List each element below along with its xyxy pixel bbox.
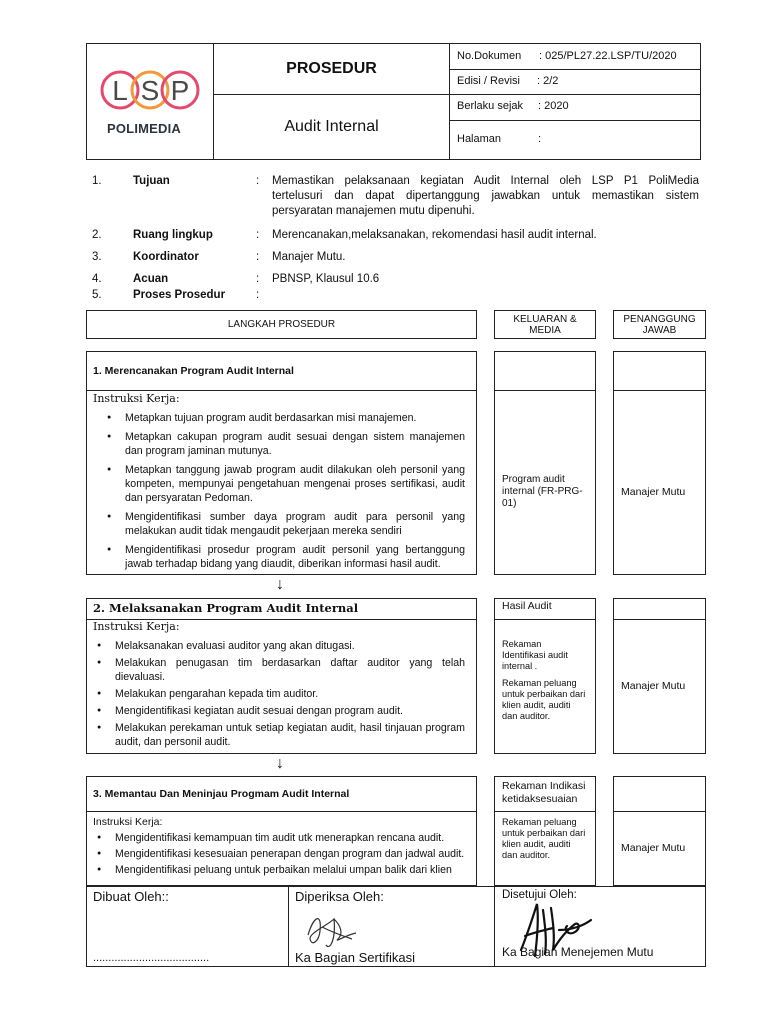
logo-circles <box>100 66 200 116</box>
list-item: ● Mengidentifikasi kegiatan audit sesuai dengan program audit. <box>93 704 465 718</box>
sig-dibuat-dots: ...................................... <box>93 952 210 964</box>
list-item: ● Mengidentifikasi kesesuaian penerapan dengan program dan jadwal audit. <box>93 847 473 861</box>
step3-output <box>502 817 585 861</box>
step2-pj-box <box>613 619 706 754</box>
col-header-langkah-label: LANGKAH PROSEDUR <box>227 319 336 330</box>
output-line: klien audit, auditi <box>502 700 571 710</box>
intro-num-3: 3. <box>92 251 102 263</box>
step3-list <box>93 831 473 877</box>
intro-colon-3: : <box>256 251 260 263</box>
meta-divider-2 <box>449 94 701 95</box>
step3-pj-box <box>613 811 706 886</box>
step3-body-box <box>86 811 477 886</box>
step1-pj-box <box>613 390 706 575</box>
step1-title-box <box>86 351 477 391</box>
sig-diperiksa-role: Ka Bagian Sertifikasi <box>295 950 415 965</box>
output-line: Identifikasi audit <box>502 650 568 660</box>
meta-label-edisi: Edisi / Revisi <box>457 75 520 87</box>
list-item: ● Mengidentifikasi prosedur program audit personil yang bertanggung jawab terhadap bidang yang diaudit, diberikan informasi hasil audit. <box>103 543 465 571</box>
meta-divider-3 <box>449 120 701 121</box>
output-line: untuk perbaikan dari <box>502 689 586 699</box>
intro-line: persyaratan manajemen mutu dipenuhi. <box>272 205 475 217</box>
step2-instruksi: Instruksi Kerja: <box>93 620 180 633</box>
intro-label-tujuan: Tujuan <box>133 175 170 187</box>
output-line: untuk perbaikan dari <box>502 828 586 838</box>
intro-line: Memastikan pelaksanaan kegiatan Audit Internal oleh LSP P1 PoliMedia <box>272 175 699 187</box>
meta-value-berlaku: : 2020 <box>538 100 569 112</box>
meta-value-halaman: : <box>538 133 542 145</box>
output-line: Program audit <box>502 474 565 485</box>
step3-pj: Manajer Mutu <box>621 842 686 854</box>
intro-colon-2: : <box>256 229 260 241</box>
list-item: ● Melaksanakan evaluasi auditor yang akan ditugasi. <box>93 639 465 653</box>
step3-pj-top <box>613 776 706 812</box>
sig-disetujui-role: Ka Bagian Menejemen Mutu <box>502 945 654 959</box>
intro-colon-5: : <box>256 289 260 301</box>
intro-num-4: 4. <box>92 273 102 285</box>
col-header-keluaran <box>494 310 596 339</box>
col-header-penanggung <box>613 310 706 339</box>
logo-letter-s: S <box>140 75 160 106</box>
intro-label-acuan: Acuan <box>133 273 169 285</box>
sig-diperiksa-label: Diperiksa Oleh: <box>295 889 384 904</box>
step3-title: 3. Memantau Dan Meninjau Progmam Audit Internal <box>93 788 350 800</box>
intro-text-tujuan <box>272 174 699 219</box>
meta-label-halaman: Halaman <box>457 133 502 145</box>
output-line: 01) <box>502 498 517 509</box>
logo-letter-p: P <box>170 75 190 106</box>
intro-num-1: 1. <box>92 175 102 187</box>
sig-disetujui-label: Disetujui Oleh: <box>502 889 577 901</box>
step3-output-box <box>494 811 596 886</box>
step2-output-title: Hasil Audit <box>502 600 552 612</box>
output-line: Rekaman peluang <box>502 817 577 827</box>
list-item: ● Melakukan pengarahan kepada tim auditor. <box>93 687 465 701</box>
output-line: Rekaman peluang <box>502 678 577 688</box>
output-line: dan auditor. <box>502 850 551 860</box>
output-line: Rekaman <box>502 639 542 649</box>
signature-divider-2 <box>494 886 495 967</box>
step1-pj-top <box>613 351 706 391</box>
meta-label-nodokumen: No.Dokumen <box>457 50 522 62</box>
logo-letter-l: L <box>112 75 128 106</box>
step1-output-box <box>494 390 596 575</box>
step2-pj: Manajer Mutu <box>621 680 686 692</box>
output-line: internal (FR-PRG- <box>502 486 583 497</box>
step2-output-top <box>494 598 596 620</box>
doc-subtitle: Audit Internal <box>284 118 379 135</box>
signature-diperiksa-icon <box>300 905 370 955</box>
step2-title: 2. Melaksanakan Program Audit Internal <box>93 601 359 615</box>
step1-output <box>502 474 583 510</box>
col-header-langkah <box>86 310 477 339</box>
step2-body-box <box>86 619 477 754</box>
intro-colon-4: : <box>256 273 260 285</box>
meta-value-nodokumen: : 025/PL27.22.LSP/TU/2020 <box>539 50 677 62</box>
list-item: ● Mengidentifikasi sumber daya program audit para personil yang melakukan audit tidak mengaudit pekerjaan mereka sendiri <box>103 510 465 538</box>
intro-label-ruang: Ruang lingkup <box>133 229 213 241</box>
output-line: internal . <box>502 661 538 671</box>
list-item: ● Melakukan penugasan tim berdasarkan daftar auditor yang telah dievaluasi. <box>93 656 465 684</box>
meta-value-edisi: : 2/2 <box>537 75 559 87</box>
signature-divider-1 <box>288 886 289 967</box>
list-item: ● Melakukan perekaman untuk setiap kegiatan audit, hasil tinjauan program audit, dan personil audit. <box>93 721 465 749</box>
doc-title: PROSEDUR <box>286 60 377 77</box>
output-line: klien audit, auditi <box>502 839 571 849</box>
intro-text-koordinator: Manajer Mutu. <box>272 251 346 263</box>
intro-label-proses: Proses Prosedur <box>133 289 226 301</box>
sig-dibuat-label: Dibuat Oleh:: <box>93 889 169 904</box>
list-item: ● Metapkan tujuan program audit berdasarkan misi manajemen. <box>103 411 465 425</box>
step2-output <box>502 639 585 722</box>
step1-output-top <box>494 351 596 391</box>
list-item: ● Metapkan tanggung jawab program audit dilakukan oleh personil yang kompeten, mempunyai pengetahuan mengenai proses sertifikasi, audit dan persyaratan Pedoman. <box>103 463 465 505</box>
step1-title: 1. Merencanakan Program Audit Internal <box>93 365 294 377</box>
header-divider-h <box>213 94 450 95</box>
logo-name: POLIMEDIA <box>107 121 182 136</box>
arrow-down-icon: ↓ <box>276 755 284 772</box>
list-item: ● Mengidentifikasi peluang untuk perbaikan melalui umpan balik dari klien <box>93 863 473 877</box>
output-line: dan auditor. <box>502 711 551 721</box>
step1-instruksi: Instruksi Kerja: <box>93 392 180 405</box>
step2-title-box <box>86 598 477 620</box>
step1-body-box <box>86 390 477 575</box>
step2-list <box>93 639 465 749</box>
col-header-keluaran-label: KELUARAN & MEDIA <box>513 313 577 336</box>
step1-pj: Manajer Mutu <box>621 486 686 498</box>
list-item: ● Mengidentifikasi kemampuan tim audit utk menerapkan rencana audit. <box>93 831 473 845</box>
intro-text-ruang: Merencanakan,melaksanakan, rekomendasi hasil audit internal. <box>272 229 597 241</box>
intro-text-acuan: PBNSP, Klausul 10.6 <box>272 273 380 285</box>
intro-line: tertelusuri dan dapat dipertanggung jawabkan untuk memastikan sistem <box>272 190 699 202</box>
lsp-logo <box>100 66 200 142</box>
step3-output-title: Rekaman Indikasi ketidaksesuaian <box>502 780 586 805</box>
meta-divider-1 <box>449 69 701 70</box>
intro-num-2: 2. <box>92 229 102 241</box>
step3-instruksi: Instruksi Kerja: <box>93 816 163 828</box>
list-item: ● Metapkan cakupan program audit sesuai dengan sistem manajemen dan program jaminan mutunya. <box>103 430 465 458</box>
step2-pj-top <box>613 598 706 620</box>
intro-colon-1: : <box>256 175 260 187</box>
intro-label-koordinator: Koordinator <box>133 251 199 263</box>
step1-list <box>103 411 465 576</box>
col-header-penanggung-label: PENANGGUNG JAWAB <box>623 313 696 336</box>
step3-output-top <box>494 776 596 812</box>
intro-num-5: 5. <box>92 289 102 301</box>
step3-title-box <box>86 776 477 812</box>
step2-output-box <box>494 619 596 754</box>
arrow-down-icon: ↓ <box>276 576 284 593</box>
meta-label-berlaku: Berlaku sejak <box>457 100 524 112</box>
